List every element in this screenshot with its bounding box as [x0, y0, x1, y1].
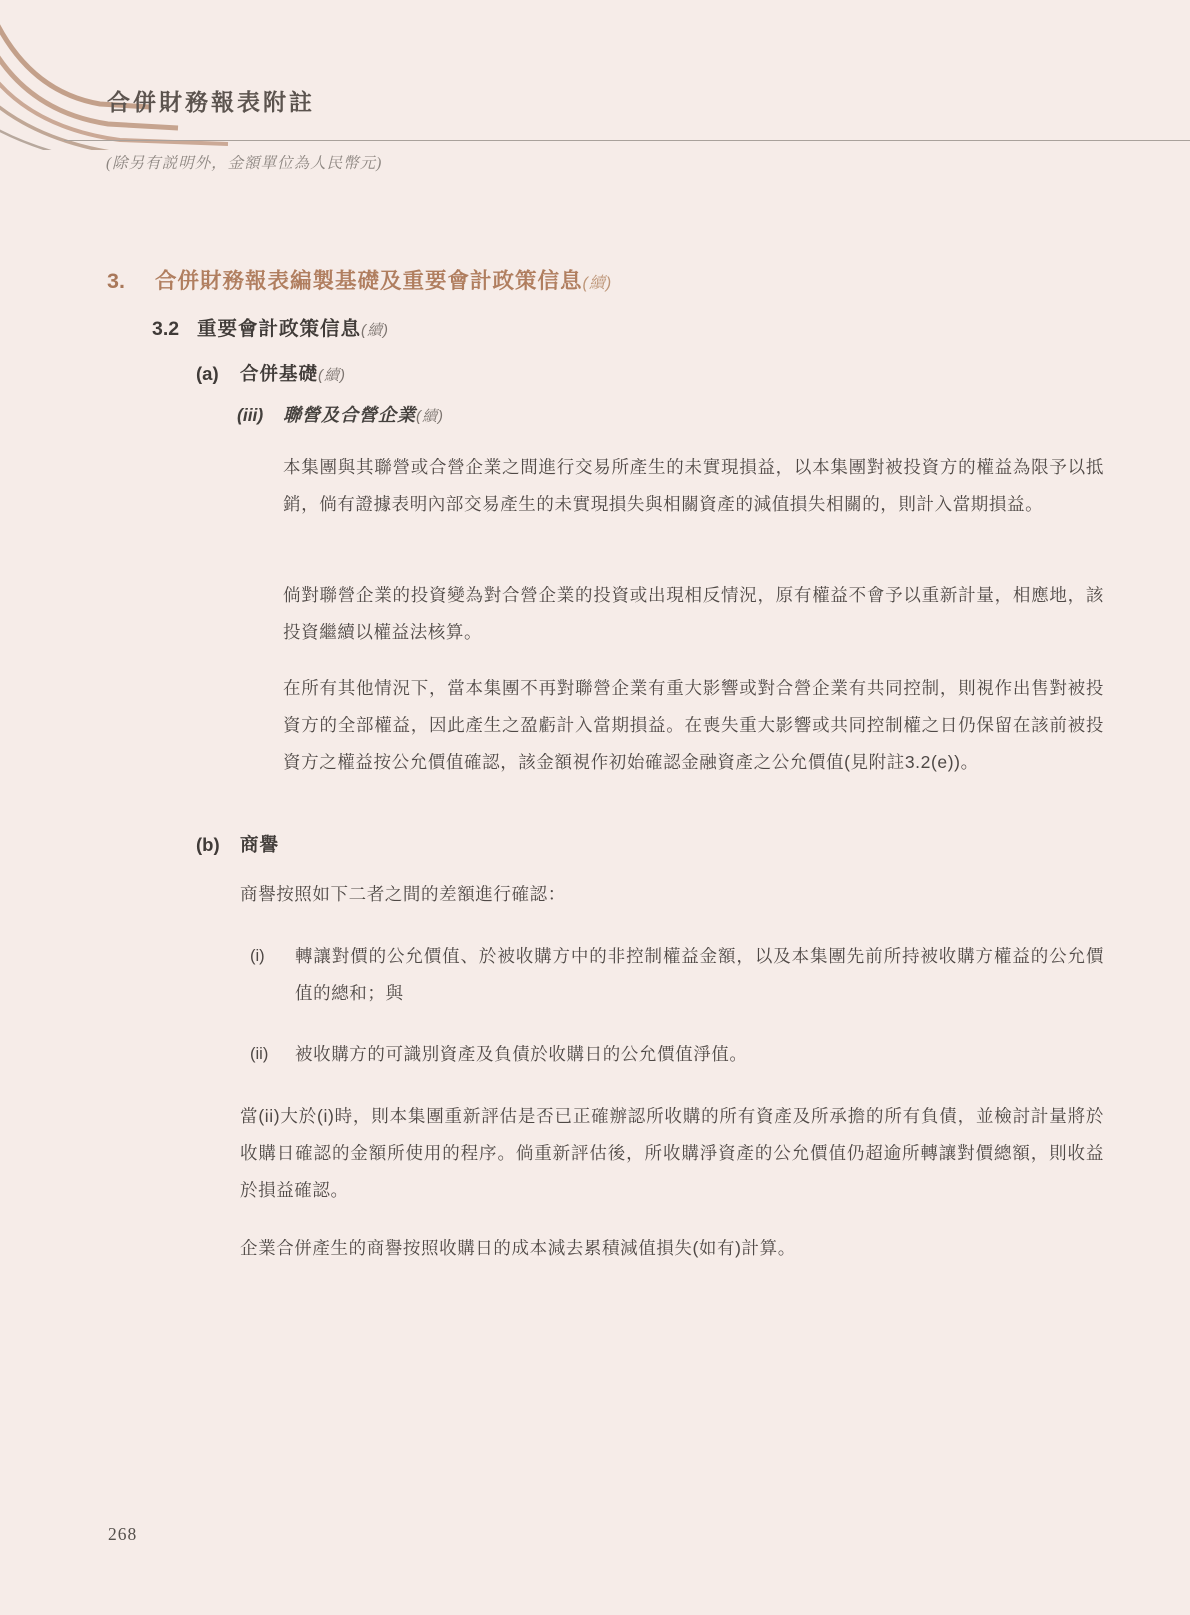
- section-3-2-number: 3.2: [152, 318, 180, 340]
- document-subtitle: (除另有説明外，金額單位為人民幣元): [106, 155, 383, 172]
- section-3-2-heading: [152, 313, 389, 341]
- paragraph-reassessment: 當(ii)大於(i)時，則本集團重新評估是否已正確辦認所收購的所有資產及所承擔的所有負債，並檢討計量將於收購日確認的金額所使用的程序。倘重新評估後，所收購淨資產的公允價值仍超逾所轉讓對價總額，則收益於損益確認。: [240, 1106, 1104, 1200]
- item-a-label: (a): [196, 363, 219, 384]
- header-divider-line: [64, 140, 1190, 141]
- paragraph-loss-of-influence: 在所有其他情況下，當本集團不再對聯營企業有重大影響或對合營企業有共同控制，則視作出售對被投資方的全部權益，因此產生之盈虧計入當期損益。在喪失重大影響或共同控制權之日仍保留在該前被投資方之權益按公允價值確認，該金額視作初始確認金融資產之公允價值(見附註3.2(e))。: [283, 678, 1104, 772]
- item-b-label: (b): [196, 834, 220, 855]
- item-a-title: [240, 360, 346, 386]
- item-b-title: 商譽: [240, 834, 280, 855]
- goodwill-intro: 商譽按照如下二者之間的差額進行確認：: [240, 884, 566, 904]
- paragraph-unrealised-gains: 本集團與其聯營或合營企業之間進行交易所產生的未實現損益，以本集團對被投資方的權益為限予以抵銷，倘有證據表明內部交易產生的未實現損失與相關資產的減值損失相關的，則計入當期損益。: [283, 457, 1104, 514]
- section-3-2-continued-marker: (續): [361, 322, 390, 339]
- page-number: 268: [108, 1524, 138, 1544]
- item-a-continued-marker: (續): [318, 367, 347, 384]
- item-iii-label: (iii): [237, 405, 264, 425]
- item-iii-title-text: 聯營及合營企業: [283, 405, 416, 425]
- corner-swoosh-decoration: [0, 0, 300, 150]
- section-3-continued-marker: (續): [582, 275, 613, 292]
- section-3-2-title: [197, 313, 389, 341]
- item-a-heading: [196, 360, 346, 386]
- goodwill-list-item: [250, 1036, 1104, 1073]
- paragraph-goodwill-measurement: 企業合併產生的商譽按照收購日的成本減去累積減值損失(如有)計算。: [240, 1238, 796, 1258]
- item-iii-heading: [237, 401, 444, 427]
- item-iii-title: [283, 401, 444, 427]
- list-item-i-text: 轉讓對價的公允價值、於被收購方中的非控制權益金額，以及本集團先前所持被收購方權益的公允價值的總和；與: [295, 946, 1104, 1003]
- item-b-heading: [196, 831, 279, 857]
- document-title: 合併財務報表附註: [107, 90, 315, 115]
- goodwill-list-item: [250, 938, 1104, 1012]
- paragraph-investment-change: 倘對聯營企業的投資變為對合營企業的投資或出現相反情況，原有權益不會予以重新計量，相應地，該投資繼續以權益法核算。: [283, 585, 1104, 642]
- section-3-title-text: 合併財務報表編製基礎及重要會計政策信息: [155, 269, 583, 293]
- section-3-heading: [107, 264, 612, 295]
- section-3-number: 3.: [107, 269, 125, 293]
- section-3-title: [155, 264, 612, 295]
- item-a-title-text: 合併基礎: [240, 363, 319, 384]
- list-item-ii-text: 被收購方的可識別資產及負債於收購日的公允價值淨值。: [295, 1044, 748, 1064]
- list-item-i-label: (i): [250, 947, 265, 965]
- item-iii-continued-marker: (續): [416, 408, 444, 425]
- section-3-2-title-text: 重要會計政策信息: [197, 318, 362, 340]
- list-item-ii-label: (ii): [250, 1045, 269, 1063]
